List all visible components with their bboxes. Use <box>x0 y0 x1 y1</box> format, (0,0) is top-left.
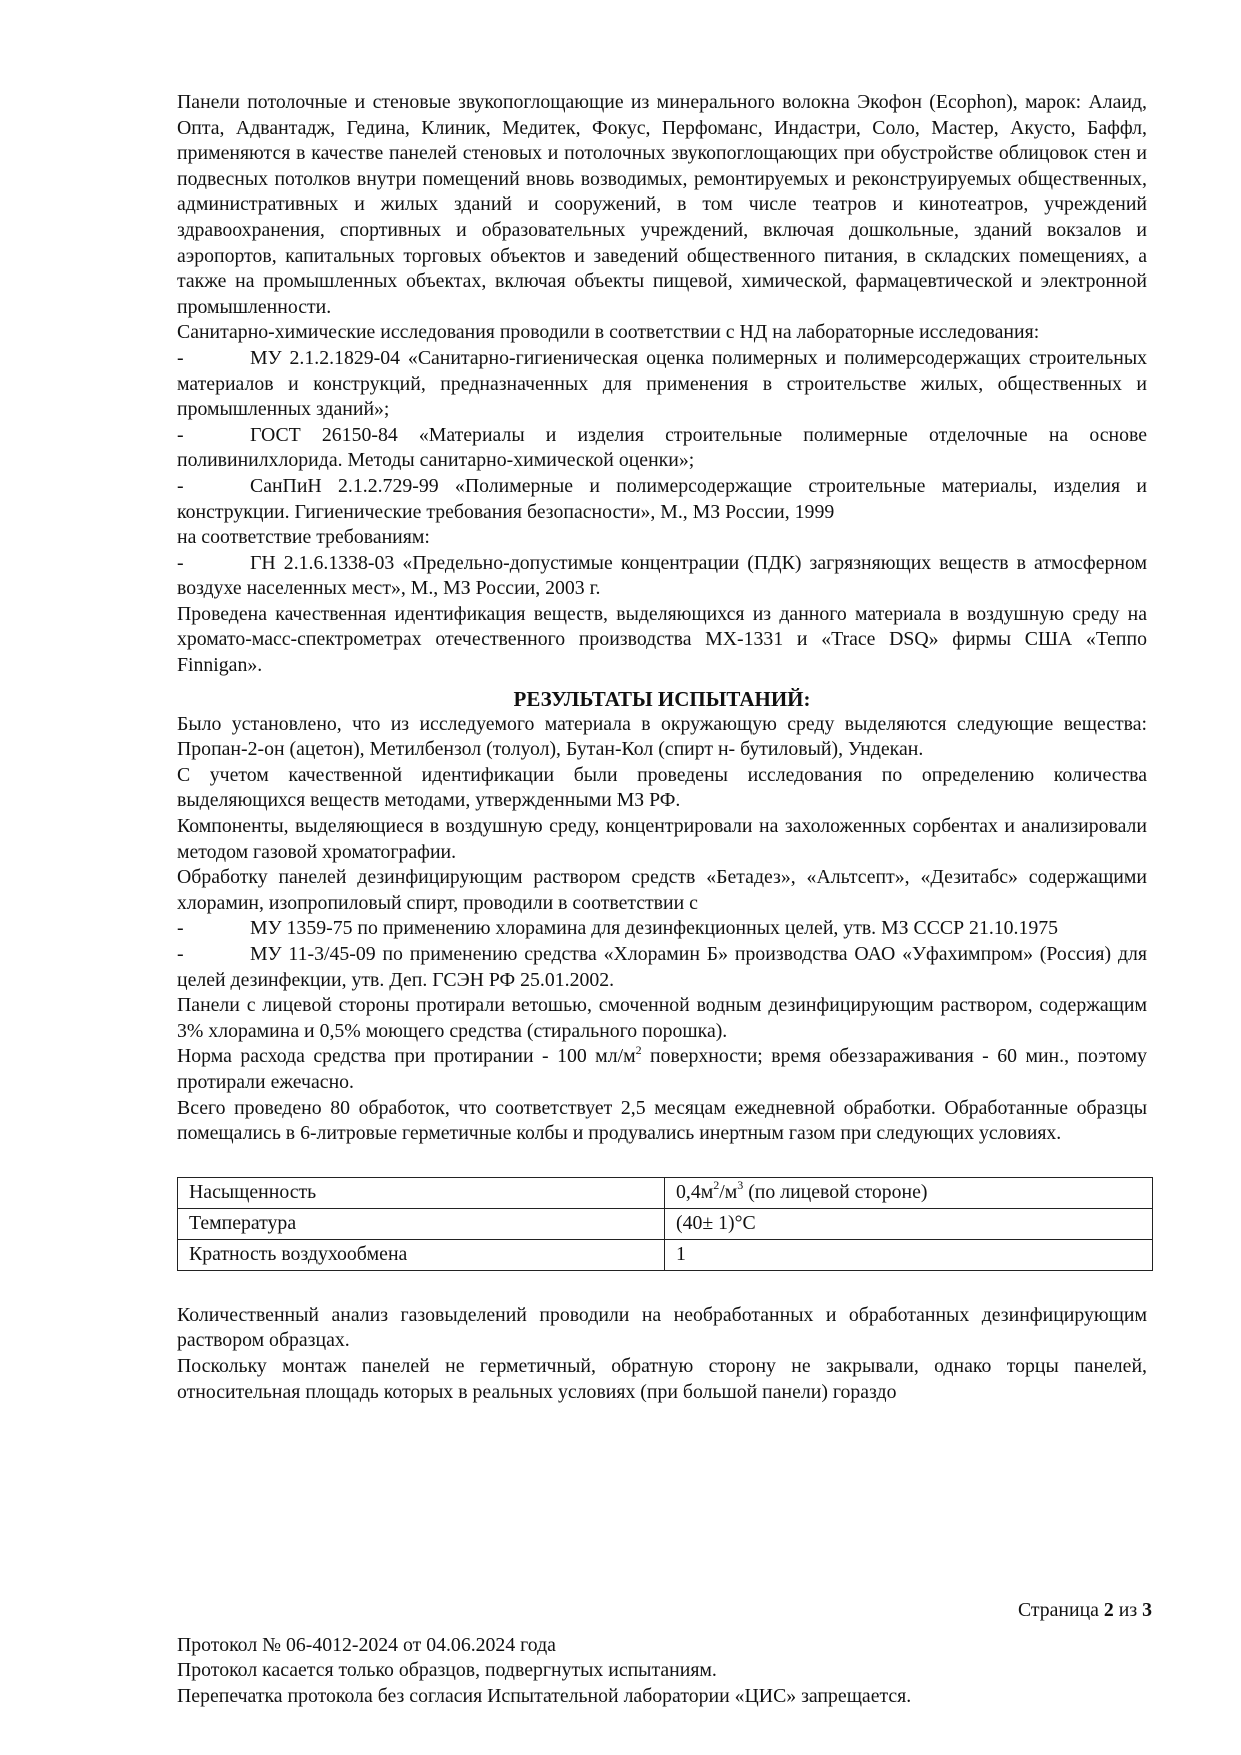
intro-paragraph: Панели потолочные и стеновые звукопоглощающие из минерального волокна Экофон (Ecophon), марок: Алаид, Опта, Адвантадж, Гедина, Клиник, Медитек, Фокус, Перфоманс, Индастри, Соло, Мастер, Акусто, Баффл, применяются в качестве панелей стеновых и потолочных звукопоглощающих при обустройстве облицовок стен и подвесных потолков внутри помещений вновь возводимых, ремонтируемых и реконструируемых общественных, административных и жилых зданий и сооружений, в том числе театров и кинотеатров, учреждений здравоохранения, спортивных и образовательных учреждений, включая дошкольные, зданий вокзалов и аэропортов, капитальных торговых объектов и заведений общественного питания, в складских помещениях, а также на промышленных объектах, включая объекты пищевой, химической, фармацевтической и электронной промышленности. <box>177 91 1147 318</box>
disinfection-list-item: - МУ 1359-75 по применению хлорамина для дезинфекционных целей, утв. МЗ СССР 21.10.1975 <box>177 917 1059 940</box>
footer-protocol: Протокол № 06-4012-2024 от 04.06.2024 года <box>177 1634 556 1656</box>
page-number: Страница 2 из 3 <box>1017 1599 1152 1621</box>
table-cell-label: Кратность воздухообмена <box>178 1239 665 1270</box>
nd-intro-paragraph: Санитарно-химические исследования проводили в соответствии с НД на лабораторные исследования: <box>177 321 1040 344</box>
table-cell-value: (40± 1)°С <box>665 1208 1153 1239</box>
results-paragraph: Компоненты, выделяющиеся в воздушную среду, концентрировали на захоложенных сорбентах и анализировали методом газовой хроматографии. <box>177 815 1147 863</box>
table-row <box>178 1239 1153 1270</box>
results-paragraph: Обработку панелей дезинфицирующим раствором средств «Бетадез», «Альтсепт», «Дезитабс» содержащими хлорамин, изопропиловый спирт, проводили в соответствии с <box>177 866 1147 914</box>
table-row <box>178 1177 1153 1208</box>
nd-list-item: - МУ 2.1.2.1829-04 «Санитарно-гигиеническая оценка полимерных и полимерсодержащих строительных материалов и конструкций, предназначенных для применения в строительстве жилых, общественных и промышленных зданий»; <box>177 346 1147 421</box>
results-paragraph: Было установлено, что из исследуемого материала в окружающую среду выделяются следующие вещества: Пропан-2-он (ацетон), Метилбензол (толуол), Бутан-Кол (спирт н- бутиловый), Ундекан. <box>177 712 1147 761</box>
table-cell-value: $0,4м^2/м^3$ (по лицевой стороне) <box>665 1177 1153 1208</box>
results-paragraph: Панели с лицевой стороны протирали ветошью, смоченной водным дезинфицирующим раствором, содержащим 3% хлорамина и 0,5% моющего средства (стирального порошка). <box>177 994 1147 1042</box>
requirements-list-item: - ГН 2.1.6.1338-03 «Предельно-допустимые концентрации (ПДК) загрязняющих веществ в атмосферном воздухе населенных мест», М., МЗ России, 2003 г. <box>177 551 1147 600</box>
table-cell-label: Температура <box>178 1208 665 1239</box>
table-row <box>178 1208 1153 1239</box>
table-cell-value: 1 <box>665 1239 1153 1270</box>
nd-list-item: - ГОСТ 26150-84 «Материалы и изделия строительные полимерные отделочные на основе поливинилхлорида. Методы санитарно-химической оценки»; <box>177 423 1147 472</box>
footer-reprint: Перепечатка протокола без согласия Испытательной лаборатории «ЦИС» запрещается. <box>177 1684 912 1707</box>
table-cell-label: Насыщенность <box>178 1177 665 1208</box>
results-paragraph: С учетом качественной идентификации были проведены исследования по определению количества выделяющихся веществ методами, утвержденными МЗ РФ. <box>177 763 1147 812</box>
footer-scope: Протокол касается только образцов, подвергнутых испытаниям. <box>177 1659 717 1682</box>
requirements-intro: на соответствие требованиям: <box>177 526 430 549</box>
consumption-paragraph: Норма расхода средства при протирании - 100 $мл/м^2$ поверхности; время обеззараживания - 60 мин., поэтому протирали ежечасно. <box>177 1042 1147 1093</box>
results-paragraph: Всего проведено 80 обработок, что соответствует 2,5 месяцам ежедневной обработки. Обработанные образцы помещались в 6-литровые герметичные колбы и продувались инертным газом при следующих условиях. <box>177 1096 1147 1145</box>
conditions-table <box>177 1177 1153 1271</box>
identification-paragraph: Проведена качественная идентификация веществ, выделяющихся из данного материала в воздушную среду на хромато-масс-спектрометрах отечественного производства МХ-1331 и «Trace DSQ» фирмы США «Теппо Finnigan». <box>177 602 1147 677</box>
footer <box>177 1633 911 1709</box>
quant-paragraph: Количественный анализ газовыделений проводили на необработанных и обработанных дезинфицирующим раствором образцах. <box>177 1303 1147 1352</box>
quant-paragraph: Поскольку монтаж панелей не герметичный, обратную сторону не закрывали, однако торцы панелей, относительная площадь которых в реальных условиях (при большой панели) гораздо <box>177 1354 1147 1403</box>
nd-list-item: - СанПиН 2.1.2.729-99 «Полимерные и полимерсодержащие строительные материалы, изделия и конструкции. Гигиенические требования безопасности», М., МЗ России, 1999 <box>177 474 1147 523</box>
disinfection-list-item: - МУ 11-3/45-09 по применению средства «Хлорамин Б» производства ОАО «Уфахимпром» (Россия) для целей дезинфекции, утв. Деп. ГСЭН РФ 25.01.2002. <box>177 943 1147 991</box>
results-heading: РЕЗУЛЬТАТЫ ИСПЫТАНИЙ: <box>513 686 811 711</box>
